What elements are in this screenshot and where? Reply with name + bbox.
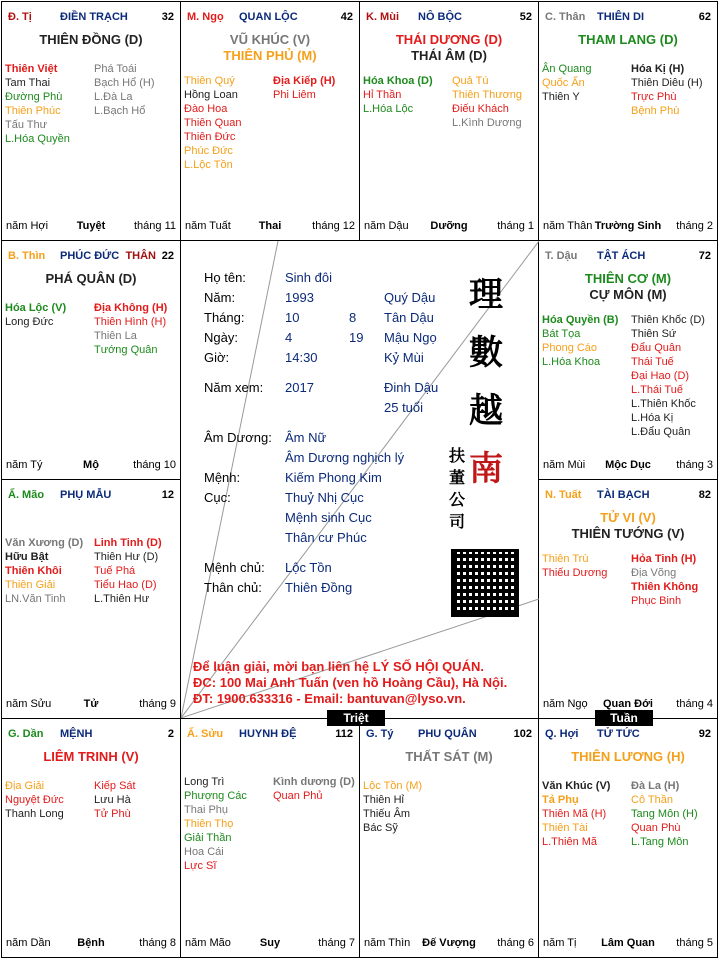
main-stars	[539, 749, 717, 765]
info-day: 4	[285, 330, 293, 345]
minor-star: Tuế Phá	[94, 565, 136, 577]
palace-number: 82	[698, 489, 711, 501]
minor-star: Hữu Bật	[5, 551, 49, 563]
palace-footer	[6, 937, 176, 951]
minor-star: Tướng Quân	[94, 344, 158, 356]
minor-star: L.Hóa Khoa	[542, 356, 601, 368]
info-view-can: Đinh Dậu	[384, 380, 439, 395]
minor-star: L.Tang Môn	[631, 836, 689, 848]
palace-header	[8, 489, 174, 503]
palace-chi: Đ. Tị	[8, 11, 32, 23]
palace-chi: Ấ. Mão	[8, 489, 45, 501]
info-cuc: Thuỷ Nhị Cục	[285, 490, 364, 505]
minor-star: Hóa Quyền (B)	[542, 314, 619, 326]
info-view-year: 2017	[285, 380, 314, 395]
seal-small-character: 公	[449, 490, 466, 509]
seal-character: 南	[469, 449, 503, 489]
palace-footer	[6, 698, 176, 712]
minor-star: Đào Hoa	[184, 103, 228, 115]
info-amduong2: Âm Dương nghịch lý	[285, 450, 405, 465]
palace-stage: Mộc Dục	[605, 459, 651, 471]
info-month-label: Tháng:	[204, 310, 245, 325]
palace-stage: Dưỡng	[430, 220, 468, 232]
minor-star: Kình dương (D)	[273, 776, 355, 788]
minor-star: Thiên Khôi	[5, 565, 62, 577]
info-year: 1993	[285, 290, 314, 305]
palace-name: QUAN LỘC	[239, 11, 298, 23]
palace-year: năm Mão	[185, 937, 231, 949]
minor-star: Thiên Giải	[5, 579, 56, 591]
palace-footer	[364, 937, 534, 951]
palace-footer	[543, 459, 713, 473]
info-age: 25 tuổi	[384, 400, 424, 415]
main-stars	[539, 32, 717, 48]
minor-star: L.Hóa Lộc	[363, 103, 414, 115]
palace-chi: M. Ngọ	[187, 11, 224, 23]
info-thanchu: Thiên Đồng	[285, 580, 353, 595]
info-hour-label: Giờ:	[204, 350, 230, 365]
minor-star: Tam Thai	[5, 77, 51, 89]
palace-chi: Q. Hợi	[545, 728, 579, 740]
info-menhchu: Lộc Tồn	[285, 560, 332, 575]
info-year-label: Năm:	[204, 290, 236, 305]
contact-line: Để luận giải, mời bạn liên hệ LÝ SỐ HỘI QUÁN.	[193, 659, 484, 674]
minor-star: Lưu Hà	[94, 794, 131, 806]
palace-month: tháng 12	[312, 220, 355, 232]
minor-star: Tiểu Hao (D)	[94, 579, 157, 591]
main-stars	[360, 32, 538, 64]
palace-cell[interactable]	[538, 718, 718, 958]
minor-star: Phúc Đức	[184, 145, 233, 157]
palace-footer	[364, 220, 534, 234]
center-info-panel	[181, 241, 539, 718]
palace-number: 102	[513, 728, 532, 740]
info-menhchu-label: Mệnh chủ:	[204, 560, 265, 575]
palace-header	[187, 11, 353, 25]
main-star: THẤT SÁT (M)	[405, 749, 493, 764]
info-menh: Kiếm Phong Kim	[285, 470, 382, 485]
info-thanchu-label: Thân chủ:	[204, 580, 262, 595]
minor-star: L.Hóa Kị	[631, 412, 674, 424]
palace-year: năm Tị	[543, 937, 577, 949]
minor-star: Lộc Tồn (M)	[363, 780, 423, 792]
palace-month: tháng 7	[318, 937, 355, 949]
minor-star: Thiếu Âm	[363, 808, 411, 820]
info-name: Sinh đôi	[285, 270, 332, 285]
minor-star: Đẩu Quân	[631, 342, 682, 354]
minor-star: Hỉ Thần	[363, 89, 402, 101]
palace-header	[366, 11, 532, 25]
minor-star: Quan Phù	[631, 822, 681, 834]
minor-star: Thiên Khốc (D)	[631, 314, 705, 326]
palace-cell[interactable]	[538, 240, 718, 480]
minor-star: Thiên Quan	[184, 117, 242, 129]
main-stars	[539, 510, 717, 542]
palace-chi: G. Dần	[8, 728, 44, 740]
minor-star: Thiên Việt	[5, 63, 58, 75]
palace-number: 52	[519, 11, 532, 23]
minor-star: Tử Phù	[94, 808, 131, 820]
main-star: THÁI DƯƠNG (D)	[395, 32, 503, 47]
palace-month: tháng 9	[139, 698, 176, 710]
main-stars	[539, 271, 717, 303]
minor-star: Văn Xương (D)	[5, 537, 84, 549]
main-star: LIÊM TRINH (V)	[43, 749, 139, 764]
palace-stage: Trường Sinh	[594, 220, 662, 232]
main-stars	[2, 749, 180, 765]
palace-stage: Bệnh	[77, 937, 105, 949]
minor-star: Đường Phù	[5, 91, 63, 103]
palace-stage: Mộ	[83, 459, 99, 471]
palace-stage: Lâm Quan	[601, 937, 655, 949]
minor-star: Đại Hao (D)	[631, 370, 690, 382]
minor-star: Phượng Các	[184, 790, 247, 802]
palace-year: năm Ngọ	[543, 698, 588, 710]
palace-cell[interactable]	[1, 1, 181, 241]
info-month-lunar: 8	[349, 310, 357, 325]
minor-star: Quan Phủ	[273, 790, 323, 802]
minor-star: L.Thiên Khốc	[631, 398, 696, 410]
minor-star: Địa Giải	[5, 780, 45, 792]
palace-month: tháng 6	[497, 937, 534, 949]
main-star: THIÊN PHỦ (M)	[223, 48, 317, 63]
main-star: THIÊN LƯƠNG (H)	[571, 749, 685, 764]
minor-star: Thiên Đức	[184, 131, 236, 143]
seal-small-character: 司	[449, 512, 466, 531]
palace-cell[interactable]	[180, 718, 360, 958]
minor-star: Long Đức	[5, 316, 54, 328]
minor-star: Văn Khúc (V)	[542, 780, 611, 792]
palace-year: năm Tuất	[185, 220, 231, 232]
minor-star: Hóa Lộc (V)	[5, 302, 67, 314]
minor-star: Thiên La	[94, 330, 137, 342]
palace-month: tháng 5	[676, 937, 713, 949]
palace-year: năm Dậu	[364, 220, 409, 232]
palace-chi: C. Thân	[545, 11, 586, 23]
contact-line: ĐC: 100 Mai Anh Tuấn (ven hồ Hoàng Cầu), Hà Nội.	[193, 675, 508, 690]
info-day-can: Mậu Ngọ	[384, 330, 437, 345]
palace-year: năm Tý	[6, 459, 43, 471]
palace-stage: Đế Vượng	[422, 937, 476, 949]
palace-cell[interactable]	[538, 479, 718, 719]
palace-footer	[6, 220, 176, 234]
main-stars	[2, 271, 180, 287]
palace-number: 72	[698, 250, 711, 262]
minor-star: Bạch Hổ (H)	[94, 77, 155, 89]
palace-footer	[6, 459, 176, 473]
minor-star: Ân Quang	[542, 63, 592, 75]
seal-character: 越	[469, 391, 503, 431]
palace-chi: T. Dậu	[545, 250, 578, 262]
minor-star: Thái Tuế	[631, 356, 674, 368]
palace-cell[interactable]	[538, 1, 718, 241]
palace-name: MỆNH	[60, 728, 93, 740]
seal-character: 數	[469, 333, 503, 373]
minor-star: Hóa Khoa (D)	[363, 75, 433, 87]
minor-star: Tang Môn (H)	[631, 808, 698, 820]
contact-line: ĐT: 1900.633316 - Email: bantuvan@lyso.vn.	[193, 691, 466, 706]
info-cuc-label: Cục:	[204, 490, 231, 505]
minor-star: Linh Tinh (D)	[94, 537, 162, 549]
info-hour: 14:30	[285, 350, 318, 365]
info-name-label: Họ tên:	[204, 270, 246, 285]
minor-star: Thiên Quý	[184, 75, 235, 87]
info-amduong: Âm Nữ	[285, 430, 327, 445]
palace-month: tháng 4	[676, 698, 713, 710]
palace-footer	[185, 937, 355, 951]
palace-cell[interactable]	[359, 718, 539, 958]
palace-chi: B. Thìn	[8, 250, 46, 262]
minor-star: Quả Tú	[452, 75, 489, 87]
minor-star: Trực Phù	[631, 91, 677, 103]
minor-star: Tấu Thư	[5, 119, 48, 131]
minor-star: Thai Phụ	[184, 804, 229, 816]
palace-number: 32	[161, 11, 174, 23]
minor-star: Thiên Hình (H)	[94, 316, 167, 328]
minor-star: L.Bạch Hổ	[94, 105, 146, 117]
palace-stage: Tuyệt	[76, 220, 106, 232]
minor-star: Bác Sỹ	[363, 822, 398, 834]
main-stars	[360, 749, 538, 765]
main-star: CỰ MÔN (M)	[589, 287, 667, 302]
palace-chi: Ấ. Sửu	[187, 728, 224, 740]
info-hour-can: Kỷ Mùi	[384, 350, 424, 365]
palace-year: năm Mùi	[543, 459, 586, 471]
palace-number: 62	[698, 11, 711, 23]
main-stars	[181, 32, 359, 64]
minor-star: Phục Binh	[631, 595, 682, 607]
main-stars	[2, 32, 180, 48]
minor-star: Thiên Hỉ	[363, 794, 404, 806]
minor-star: Thiên Diêu (H)	[631, 77, 703, 89]
minor-star: Long Trì	[184, 776, 225, 788]
palace-number: 12	[161, 489, 174, 501]
palace-header	[545, 11, 711, 25]
palace-name: PHU QUÂN	[418, 728, 477, 740]
info-menh-label: Mệnh:	[204, 470, 241, 485]
palace-year: năm Sửu	[6, 698, 52, 710]
minor-star: Thiên Thọ	[184, 818, 234, 830]
main-star: THAM LANG (D)	[578, 32, 678, 47]
palace-footer	[543, 937, 713, 951]
palace-stage: Suy	[259, 937, 281, 949]
info-cuc2: Mệnh sinh Cục	[285, 510, 372, 525]
palace-chi: K. Mùi	[366, 11, 399, 23]
info-month-can: Tân Dậu	[384, 310, 434, 325]
palace-cell[interactable]	[359, 1, 539, 241]
info-day-lunar: 19	[349, 330, 364, 345]
minor-star: Hoa Cái	[184, 846, 224, 858]
triet-badge: Triệt	[327, 710, 385, 726]
palace-header	[187, 728, 353, 742]
minor-star: Thiên Trù	[542, 553, 589, 565]
info-day-label: Ngày:	[204, 330, 238, 345]
palace-footer	[185, 220, 355, 234]
palace-cell[interactable]	[1, 479, 181, 719]
palace-name: TỬ TỨC	[597, 728, 640, 740]
minor-star: Thiên Không	[631, 581, 699, 593]
palace-year: năm Hợi	[6, 220, 49, 232]
minor-star: Phá Toái	[94, 63, 137, 75]
palace-month: tháng 1	[497, 220, 534, 232]
palace-year: năm Dần	[6, 937, 51, 949]
minor-star: Thiên Thương	[452, 89, 523, 101]
main-star: VŨ KHÚC (V)	[229, 32, 311, 47]
main-star: THIÊN ĐỒNG (D)	[39, 32, 143, 47]
minor-star: L.Lộc Tồn	[184, 159, 233, 171]
minor-star: Thiên Tài	[542, 822, 588, 834]
minor-star: Bát Tọa	[542, 328, 581, 340]
minor-star: Thanh Long	[5, 808, 64, 820]
minor-star: Tả Phụ	[542, 794, 579, 806]
palace-header	[545, 728, 711, 742]
info-month: 10	[285, 310, 300, 325]
palace-name: TÀI BẠCH	[597, 489, 650, 501]
minor-star: L.Hóa Quyền	[5, 133, 70, 145]
than-label: THÂN	[125, 250, 156, 262]
palace-name: NÔ BỘC	[418, 11, 462, 23]
minor-star: Đà La (H)	[631, 780, 680, 792]
minor-star: Thiên Sứ	[631, 328, 677, 340]
minor-star: Lực Sĩ	[184, 860, 217, 872]
minor-star: Địa Không (H)	[94, 302, 168, 314]
palace-number: 2	[167, 728, 174, 740]
minor-star: Phi Liêm	[273, 89, 316, 101]
info-amduong-label: Âm Dương:	[204, 430, 272, 445]
minor-star: L.Kình Dương	[452, 117, 522, 129]
main-star: PHÁ QUÂN (D)	[45, 271, 137, 286]
tuan-badge: Tuần	[595, 710, 653, 726]
seal-character: 理	[469, 275, 503, 315]
minor-star: Thiếu Dương	[542, 567, 608, 579]
minor-star: L.Thiên Mã	[542, 836, 598, 848]
palace-stage: Thai	[258, 220, 282, 232]
qr-code-icon	[451, 549, 519, 617]
palace-footer	[543, 220, 713, 234]
palace-header	[366, 728, 532, 742]
minor-star: L.Thái Tuế	[631, 384, 683, 396]
palace-chi: G. Tý	[366, 728, 394, 740]
palace-number: 42	[340, 11, 353, 23]
palace-name: THIÊN DI	[597, 11, 645, 23]
seal-small-character: 扶	[449, 446, 466, 465]
main-star: THIÊN CƠ (M)	[584, 271, 672, 286]
palace-month: tháng 11	[133, 220, 176, 232]
minor-star: Địa Võng	[631, 567, 677, 579]
minor-star: Địa Kiếp (H)	[273, 75, 336, 87]
minor-star: Hỏa Tinh (H)	[631, 553, 697, 565]
palace-header	[8, 728, 174, 742]
minor-star: L.Thiên Hư	[94, 593, 150, 605]
main-star: THÁI ÂM (D)	[411, 48, 487, 63]
minor-star: Thiên Hư (D)	[94, 551, 159, 563]
palace-header	[8, 11, 174, 25]
palace-name: PHỤ MẪU	[60, 489, 112, 501]
palace-month: tháng 8	[139, 937, 176, 949]
palace-cell[interactable]	[1, 240, 181, 480]
minor-star: Nguyệt Đức	[5, 794, 64, 806]
minor-star: LN.Văn Tinh	[5, 593, 66, 605]
info-year-can: Quý Dậu	[384, 290, 436, 305]
minor-star: Kiếp Sát	[94, 780, 136, 792]
palace-header	[545, 489, 711, 503]
minor-star: Điếu Khách	[452, 103, 509, 115]
palace-header	[8, 250, 174, 264]
minor-star: Quốc Ấn	[542, 77, 585, 89]
main-star: THIÊN TƯỚNG (V)	[571, 526, 685, 541]
palace-stage: Tử	[83, 698, 99, 710]
minor-star: Hồng Loan	[184, 89, 238, 101]
minor-star: Thiên Mã (H)	[542, 808, 607, 820]
palace-header	[545, 250, 711, 264]
palace-name: HUYNH ĐỆ	[239, 728, 297, 740]
palace-number: 112	[335, 728, 353, 740]
palace-number: 22	[161, 250, 174, 262]
minor-star: Giải Thần	[184, 832, 232, 844]
minor-star: Thiên Phúc	[5, 105, 61, 117]
minor-star: L.Đà La	[94, 91, 133, 103]
seal-small-character: 董	[449, 468, 466, 487]
info-view-label: Năm xem:	[204, 380, 264, 395]
palace-month: tháng 10	[133, 459, 176, 471]
palace-month: tháng 3	[676, 459, 713, 471]
palace-cell[interactable]	[1, 718, 181, 958]
palace-number: 92	[698, 728, 711, 740]
minor-star: Bệnh Phù	[631, 105, 680, 117]
minor-star: L.Đẩu Quân	[631, 426, 691, 438]
palace-cell[interactable]	[180, 1, 360, 241]
minor-star: Cô Thần	[631, 794, 673, 806]
palace-stage: Quan Đới	[603, 698, 653, 710]
palace-chi: N. Tuất	[545, 489, 582, 501]
main-star: TỬ VI (V)	[600, 510, 656, 525]
minor-star: Hóa Kị (H)	[631, 63, 685, 75]
palace-name: TẬT ÁCH	[597, 250, 646, 262]
palace-year: năm Thìn	[364, 937, 411, 949]
minor-star: Thiên Y	[542, 91, 580, 103]
minor-star: Phong Cáo	[542, 342, 598, 354]
palace-year: năm Thân	[543, 220, 593, 232]
palace-name: ĐIỀN TRẠCH	[60, 11, 128, 23]
info-cuc3: Thân cư Phúc	[285, 530, 367, 545]
palace-month: tháng 2	[676, 220, 713, 232]
palace-name: PHÚC ĐỨC	[60, 250, 120, 262]
